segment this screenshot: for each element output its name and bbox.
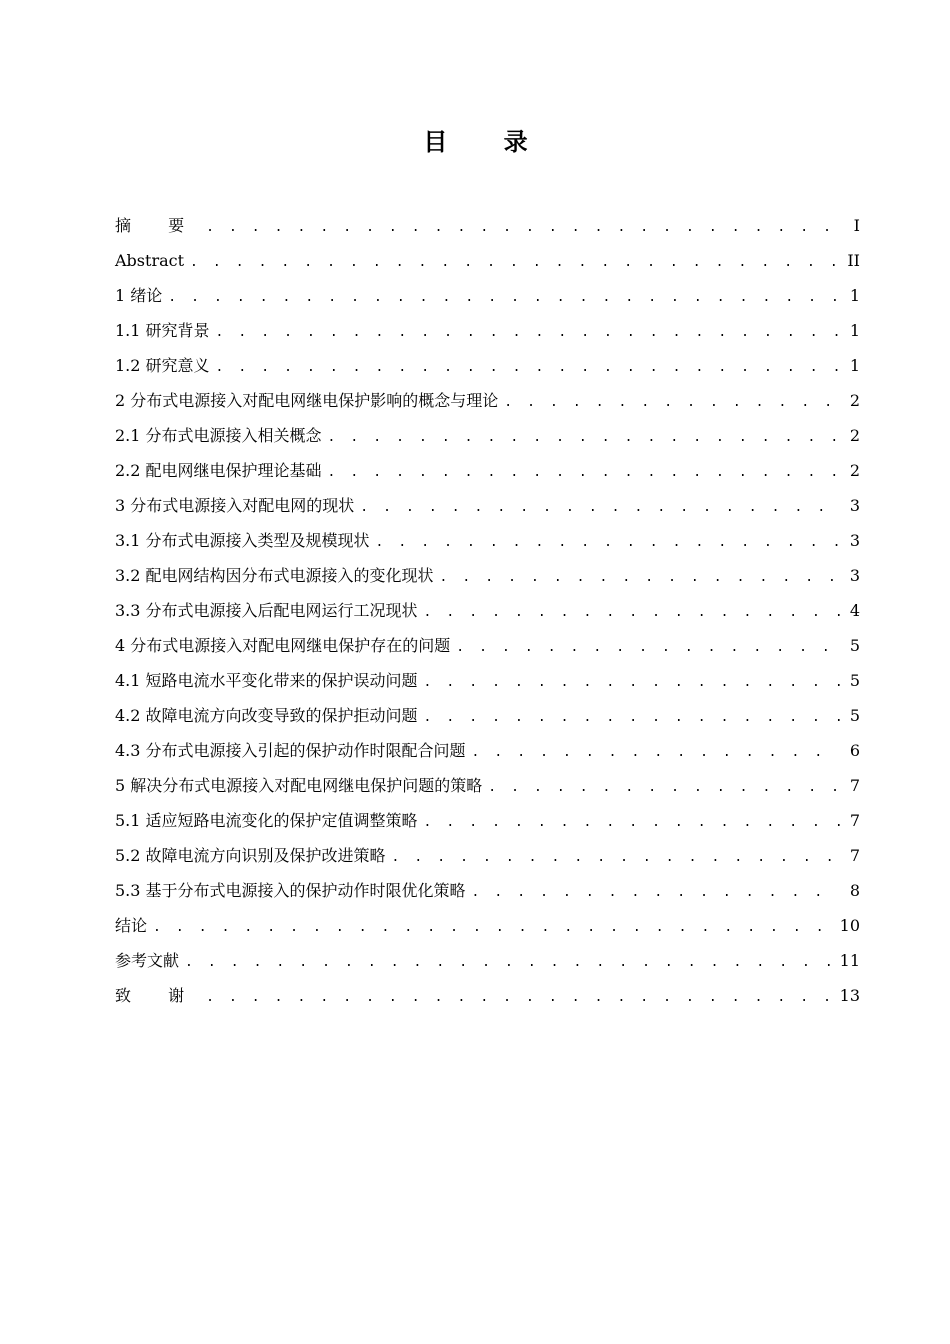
toc-entry-page: 7 bbox=[849, 846, 860, 865]
toc-entry-text: 1.2 研究意义 bbox=[115, 356, 210, 375]
toc-entry-page: 5 bbox=[849, 671, 860, 690]
toc-leader-dots bbox=[168, 280, 840, 315]
toc-entry-text: 4 分布式电源接入对配电网继电保护存在的问题 bbox=[115, 636, 451, 655]
page-title: 目 录 bbox=[423, 128, 552, 156]
toc-entry-text: 3 分布式电源接入对配电网的现状 bbox=[115, 496, 355, 515]
toc-leader-dots bbox=[328, 420, 840, 455]
toc-leader-dots bbox=[424, 805, 840, 840]
toc-entry-text: 参考文献 bbox=[115, 951, 180, 970]
toc-entry-text: 5.2 故障电流方向识别及保护改进策略 bbox=[115, 846, 386, 865]
toc-leader-dots bbox=[206, 980, 832, 1015]
toc-entry-conclusion[interactable] bbox=[115, 908, 860, 943]
toc-entry-page: 2 bbox=[849, 391, 860, 410]
toc-entry-abstract-en[interactable] bbox=[115, 243, 860, 278]
toc-leader-dots bbox=[376, 525, 840, 560]
toc-entry-page: 3 bbox=[849, 531, 860, 550]
toc-entry-text: 3.1 分布式电源接入类型及规模现状 bbox=[115, 531, 370, 550]
toc-entry-4-3[interactable] bbox=[115, 733, 860, 768]
toc-entry-text: 5 解决分布式电源接入对配电网继电保护问题的策略 bbox=[115, 776, 483, 795]
toc-entry-text: 2.2 配电网继电保护理论基础 bbox=[115, 461, 322, 480]
toc-leader-dots bbox=[153, 910, 832, 945]
toc-entry-text: 致 谢 bbox=[115, 986, 201, 1005]
toc-entry-page: 10 bbox=[839, 916, 860, 935]
toc-entry-3[interactable] bbox=[115, 488, 860, 523]
toc-list bbox=[115, 208, 860, 1013]
toc-entry-text: 4.3 分布式电源接入引起的保护动作时限配合问题 bbox=[115, 741, 466, 760]
toc-entry-4-1[interactable] bbox=[115, 663, 860, 698]
toc-entry-page: 8 bbox=[849, 881, 860, 900]
toc-leader-dots bbox=[472, 735, 840, 770]
toc-entry-5-1[interactable] bbox=[115, 803, 860, 838]
toc-leader-dots bbox=[424, 595, 840, 630]
toc-entry-4[interactable] bbox=[115, 628, 860, 663]
toc-entry-page: 2 bbox=[849, 426, 860, 445]
toc-entry-1[interactable] bbox=[115, 278, 860, 313]
toc-entry-page: 3 bbox=[849, 496, 860, 515]
toc-entry-page: 7 bbox=[849, 776, 860, 795]
toc-entry-page: 7 bbox=[849, 811, 860, 830]
toc-entry-text: 4.2 故障电流方向改变导致的保护拒动问题 bbox=[115, 706, 418, 725]
toc-entry-3-3[interactable] bbox=[115, 593, 860, 628]
toc-leader-dots bbox=[206, 210, 840, 245]
toc-entry-3-2[interactable] bbox=[115, 558, 860, 593]
toc-entry-text: 3.3 分布式电源接入后配电网运行工况现状 bbox=[115, 601, 418, 620]
toc-entry-text: 1.1 研究背景 bbox=[115, 321, 210, 340]
toc-entry-page: 5 bbox=[849, 636, 860, 655]
toc-entry-text: 摘 要 bbox=[115, 216, 201, 235]
toc-entry-page: 4 bbox=[849, 601, 860, 620]
toc-entry-3-1[interactable] bbox=[115, 523, 860, 558]
toc-entry-page: 1 bbox=[849, 356, 860, 375]
toc-leader-dots bbox=[472, 875, 840, 910]
toc-leader-dots bbox=[185, 945, 832, 980]
toc-leader-dots bbox=[456, 630, 840, 665]
toc-leader-dots bbox=[440, 560, 840, 595]
toc-entry-5-3[interactable] bbox=[115, 873, 860, 908]
toc-entry-5[interactable] bbox=[115, 768, 860, 803]
toc-leader-dots bbox=[504, 385, 840, 420]
toc-leader-dots bbox=[424, 665, 840, 700]
toc-entry-acknowledgements[interactable] bbox=[115, 978, 860, 1013]
toc-entry-text: 1 绪论 bbox=[115, 286, 163, 305]
toc-entry-text: 5.3 基于分布式电源接入的保护动作时限优化策略 bbox=[115, 881, 466, 900]
toc-entry-text: 结论 bbox=[115, 916, 148, 935]
toc-leader-dots bbox=[360, 490, 840, 525]
toc-entry-2-2[interactable] bbox=[115, 453, 860, 488]
toc-leader-dots bbox=[190, 245, 839, 280]
toc-entry-page: 11 bbox=[839, 951, 860, 970]
toc-entry-text: 2.1 分布式电源接入相关概念 bbox=[115, 426, 322, 445]
toc-entry-2[interactable] bbox=[115, 383, 860, 418]
toc-entry-page: 5 bbox=[849, 706, 860, 725]
toc-entry-page: 13 bbox=[839, 986, 860, 1005]
toc-leader-dots bbox=[392, 840, 840, 875]
toc-entry-4-2[interactable] bbox=[115, 698, 860, 733]
toc-entry-2-1[interactable] bbox=[115, 418, 860, 453]
toc-entry-5-2[interactable] bbox=[115, 838, 860, 873]
toc-entry-1-2[interactable] bbox=[115, 348, 860, 383]
toc-leader-dots bbox=[216, 315, 840, 350]
toc-entry-abstract-cn[interactable] bbox=[115, 208, 860, 243]
toc-entry-text: 2 分布式电源接入对配电网继电保护影响的概念与理论 bbox=[115, 391, 499, 410]
toc-leader-dots bbox=[328, 455, 840, 490]
toc-leader-dots bbox=[488, 770, 840, 805]
toc-entry-page: I bbox=[853, 216, 860, 235]
toc-entry-text: Abstract bbox=[115, 251, 185, 270]
toc-entry-page: 2 bbox=[849, 461, 860, 480]
toc-entry-references[interactable] bbox=[115, 943, 860, 978]
toc-entry-text: 4.1 短路电流水平变化带来的保护误动问题 bbox=[115, 671, 418, 690]
toc-leader-dots bbox=[424, 700, 840, 735]
toc-entry-1-1[interactable] bbox=[115, 313, 860, 348]
toc-entry-text: 3.2 配电网结构因分布式电源接入的变化现状 bbox=[115, 566, 434, 585]
toc-leader-dots bbox=[216, 350, 840, 385]
toc-entry-page: II bbox=[847, 251, 860, 270]
toc-entry-page: 6 bbox=[849, 741, 860, 760]
toc-entry-page: 1 bbox=[849, 286, 860, 305]
toc-entry-page: 3 bbox=[849, 566, 860, 585]
toc-entry-page: 1 bbox=[849, 321, 860, 340]
toc-entry-text: 5.1 适应短路电流变化的保护定值调整策略 bbox=[115, 811, 418, 830]
